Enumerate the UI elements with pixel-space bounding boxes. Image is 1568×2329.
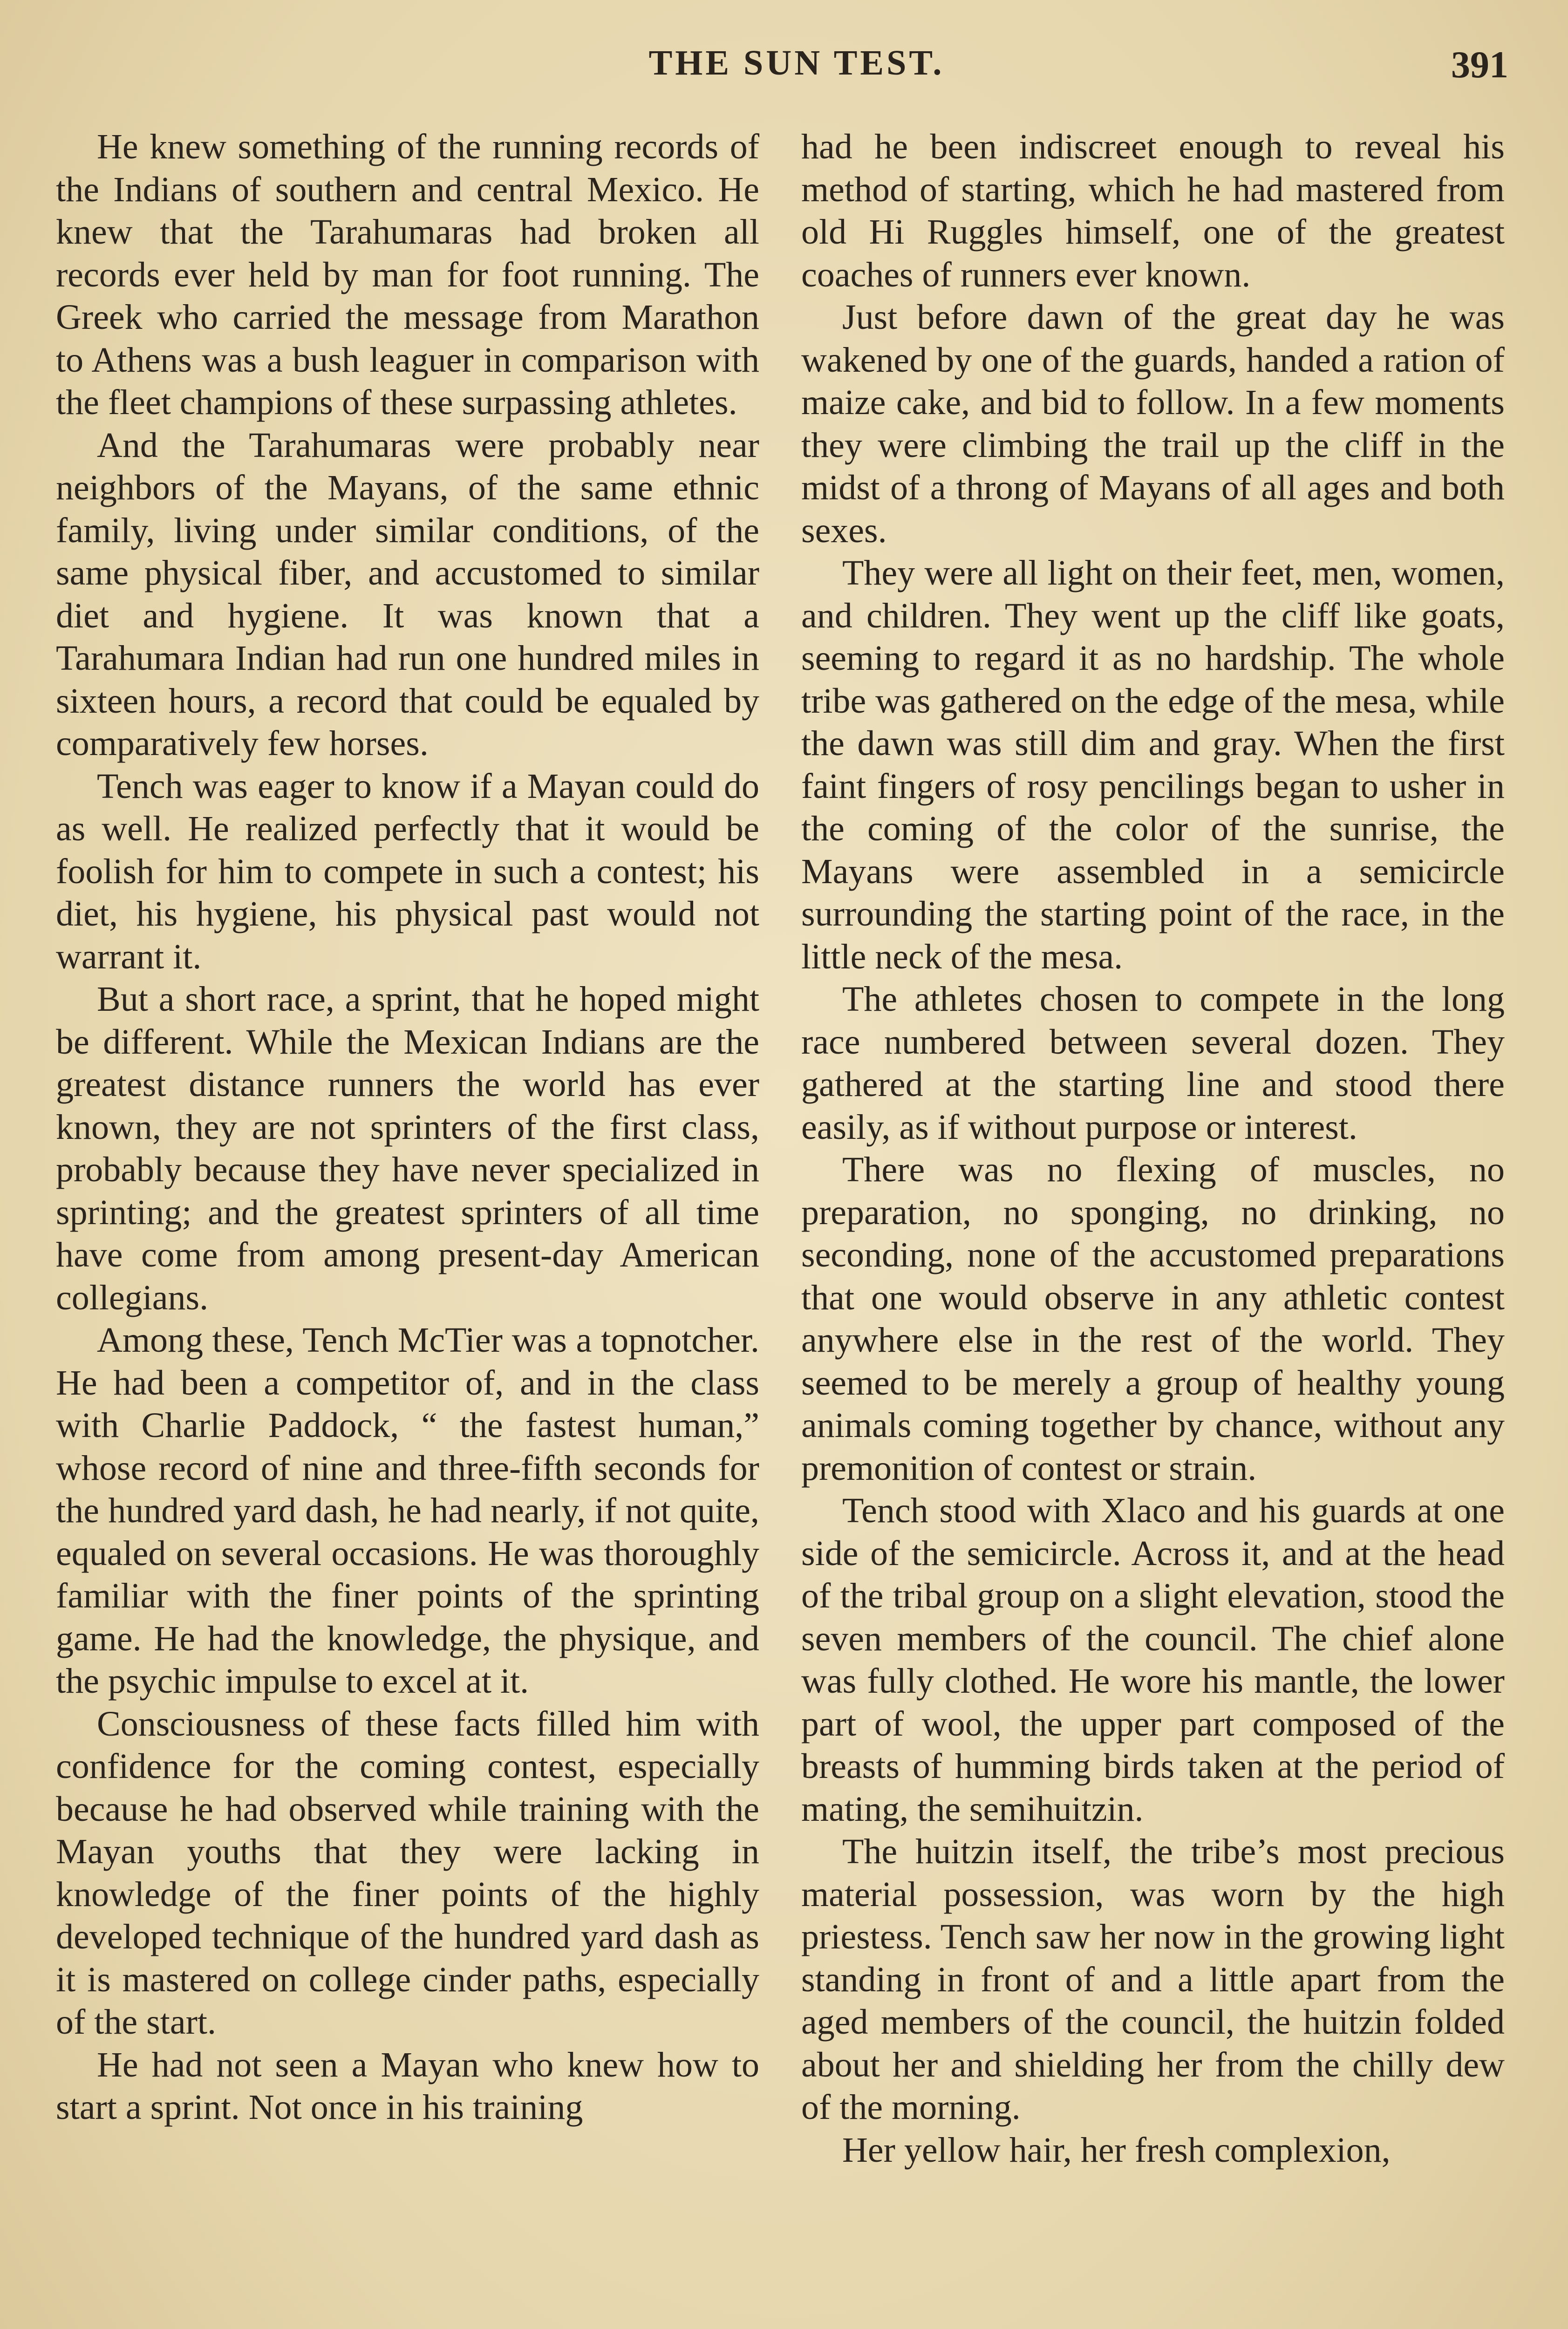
paragraph: And the Tarahumaras were probably near neighbors of the Mayans, of the same ethnic family, living under similar conditions, of the same physical fiber, and accustomed to similar diet and hygiene. It was known that a Tarahumara Indian had run one hundred miles in sixteen hours, a record that could be equaled by comparatively few horses. [56,425,759,763]
right-column [801,126,1505,2172]
paragraph: There was no flexing of muscles, no preparation, no sponging, no drinking, no seconding, none of the accustomed preparations that one would observe in any athletic contest anywhere else in the rest of the world. They seemed to be merely a group of healthy young animals coming together by chance, without any premonition of contest or strain. [801,1150,1505,1488]
running-head [0,43,1568,99]
paragraph: He had not seen a Mayan who knew how to start a sprint. Not once in his training [56,2045,759,2127]
paragraph: The athletes chosen to compete in the long race numbered between several dozen. They gathered at the starting line and stood there easily, as if without purpose or interest. [801,980,1505,1147]
page-title: THE SUN TEST. [648,43,945,82]
paragraph: Among these, Tench McTier was a topnotcher. He had been a competitor of, and in the class with Charlie Paddock, “ the fastest human,” whose record of nine and three-fifth seconds for the hundred yard dash, he had nearly, if not quite, equaled on several occasions. He was thoroughly familiar with the finer points of the sprinting game. He had the knowledge, the physique, and the psychic impulse to excel at it. [56,1321,759,1701]
paragraph: Consciousness of these facts filled him with confidence for the coming contest, especially because he had observed while training with the Mayan youths that they were lacking in knowledge of the finer points of the highly developed technique of the hundred yard dash as it is mastered on college cinder paths, especially of the start. [56,1704,759,2042]
left-column [56,126,759,2129]
paragraph: He knew something of the running records of the Indians of southern and central Mexico. He knew that the Tarahumaras had broken all records ever held by man for foot running. The Greek who carried the message from Marathon to Athens was a bush leaguer in comparison with the fleet champions of these surpassing athletes. [56,127,759,422]
page-number: 391 [1451,43,1508,86]
paragraph: Her yellow hair, her fresh complexion, [842,2130,1391,2170]
paragraph: The huitzin itself, the tribe’s most precious material possession, was worn by the high priestess. Tench saw her now in the growing light standing in front of and a little apart from the aged members of the council, the huitzin folded about her and shielding her from the chilly dew of the morning. [801,1832,1505,2127]
paragraph: They were all light on their feet, men, women, and children. They went up the cliff like goats, seeming to regard it as no hardship. The whole tribe was gathered on the edge of the mesa, while the dawn was still dim and gray. When the first faint fingers of rosy pencilings began to usher in the coming of the color of the sunrise, the Mayans were assembled in a semicircle surrounding the starting point of the race, in the little neck of the mesa. [801,553,1505,976]
paragraph: Tench was eager to know if a Mayan could do as well. He realized perfectly that it would be foolish for him to compete in such a contest; his diet, his hygiene, his physical past would not warrant it. [56,766,759,976]
paragraph: But a short race, a sprint, that he hoped might be different. While the Mexican Indians are the greatest distance runners the world has ever known, they are not sprinters of the first class, probably because they have never specialized in sprinting; and the greatest sprinters of all time have come from among present-day American collegians. [56,980,759,1317]
paragraph: Tench stood with Xlaco and his guards at one side of the semicircle. Across it, and at the head of the tribal group on a slight elevation, stood the seven members of the council. The chief alone was fully clothed. He wore his mantle, the lower part of wool, the upper part composed of the breasts of humming birds taken at the period of mating, the semihuitzin. [801,1491,1505,1829]
paragraph: Just before dawn of the great day he was wakened by one of the guards, handed a ration of maize cake, and bid to follow. In a few moments they were climbing the trail up the cliff in the midst of a throng of Mayans of all ages and both sexes. [801,298,1505,550]
paragraph-continued: had he been indiscreet enough to reveal his method of starting, which he had mastered from old Hi Ruggles himself, one of the greatest coaches of runners ever known. [801,127,1505,294]
